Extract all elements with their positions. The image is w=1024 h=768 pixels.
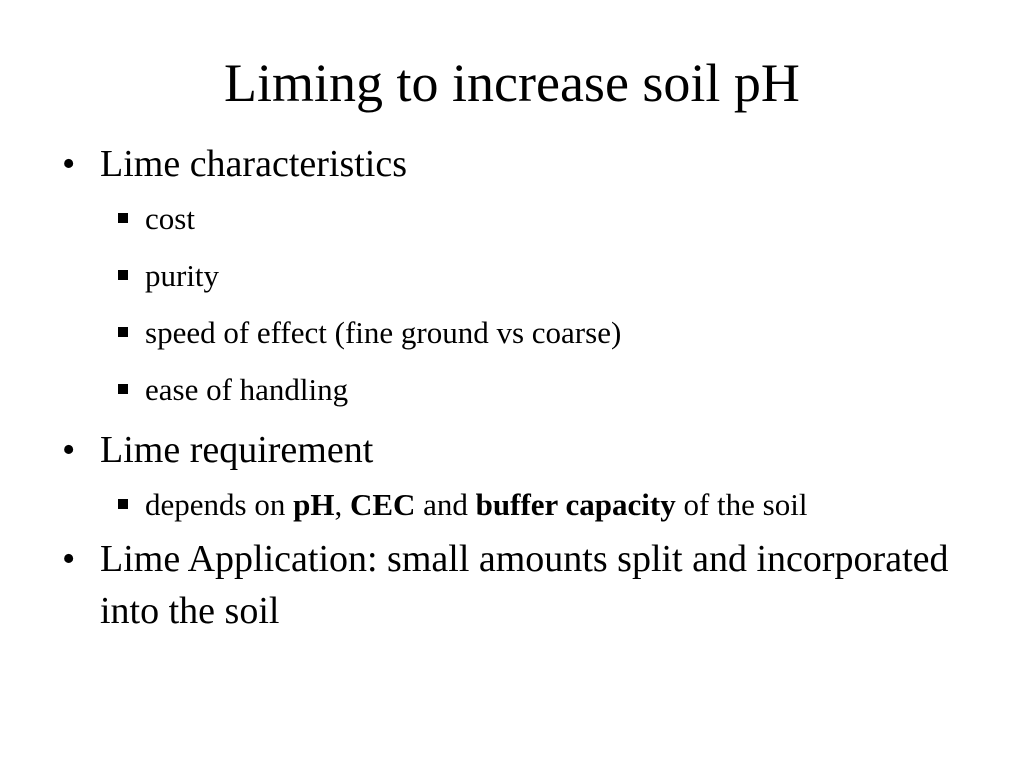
square-bullet-icon [118, 213, 128, 223]
sub-bullet-item [60, 196, 960, 242]
sub-bullet-text: ease of handling [145, 372, 349, 407]
sub-bullet-item [60, 482, 960, 528]
bullet-item-lime-requirement [60, 424, 960, 476]
bullet-text: Lime characteristics [100, 143, 408, 185]
bullet-item-lime-application [60, 533, 960, 637]
sub-bullet-item [60, 310, 960, 356]
bullet-text: Lime Application: small amounts split and incorporated into the soil [100, 538, 949, 632]
sub-bullet-item [60, 253, 960, 299]
bullet-icon: • [62, 429, 76, 471]
square-bullet-icon [118, 499, 128, 509]
bullet-item-lime-characteristics [60, 138, 960, 190]
bold-term-ph: pH [293, 487, 335, 522]
sub-bullet-text: cost [145, 201, 195, 236]
bullet-list [60, 138, 960, 643]
bold-term-cec: CEC [349, 487, 416, 522]
square-bullet-icon [118, 327, 128, 337]
bullet-icon: • [62, 538, 76, 580]
bullet-icon: • [62, 143, 76, 185]
bullet-text: Lime requirement [100, 429, 374, 471]
sub-bullet-text: purity [145, 258, 220, 293]
square-bullet-icon [118, 270, 128, 280]
sub-bullet-text: depends on pH, CEC and buffer capacity of the soil [145, 487, 808, 522]
slide-title: Liming to increase soil pH [224, 53, 800, 113]
bold-term-buffer-capacity: buffer capacity [475, 487, 676, 522]
sub-bullet-text: speed of effect (fine ground vs coarse) [145, 315, 622, 350]
square-bullet-icon [118, 384, 128, 394]
sub-bullet-item [60, 367, 960, 413]
